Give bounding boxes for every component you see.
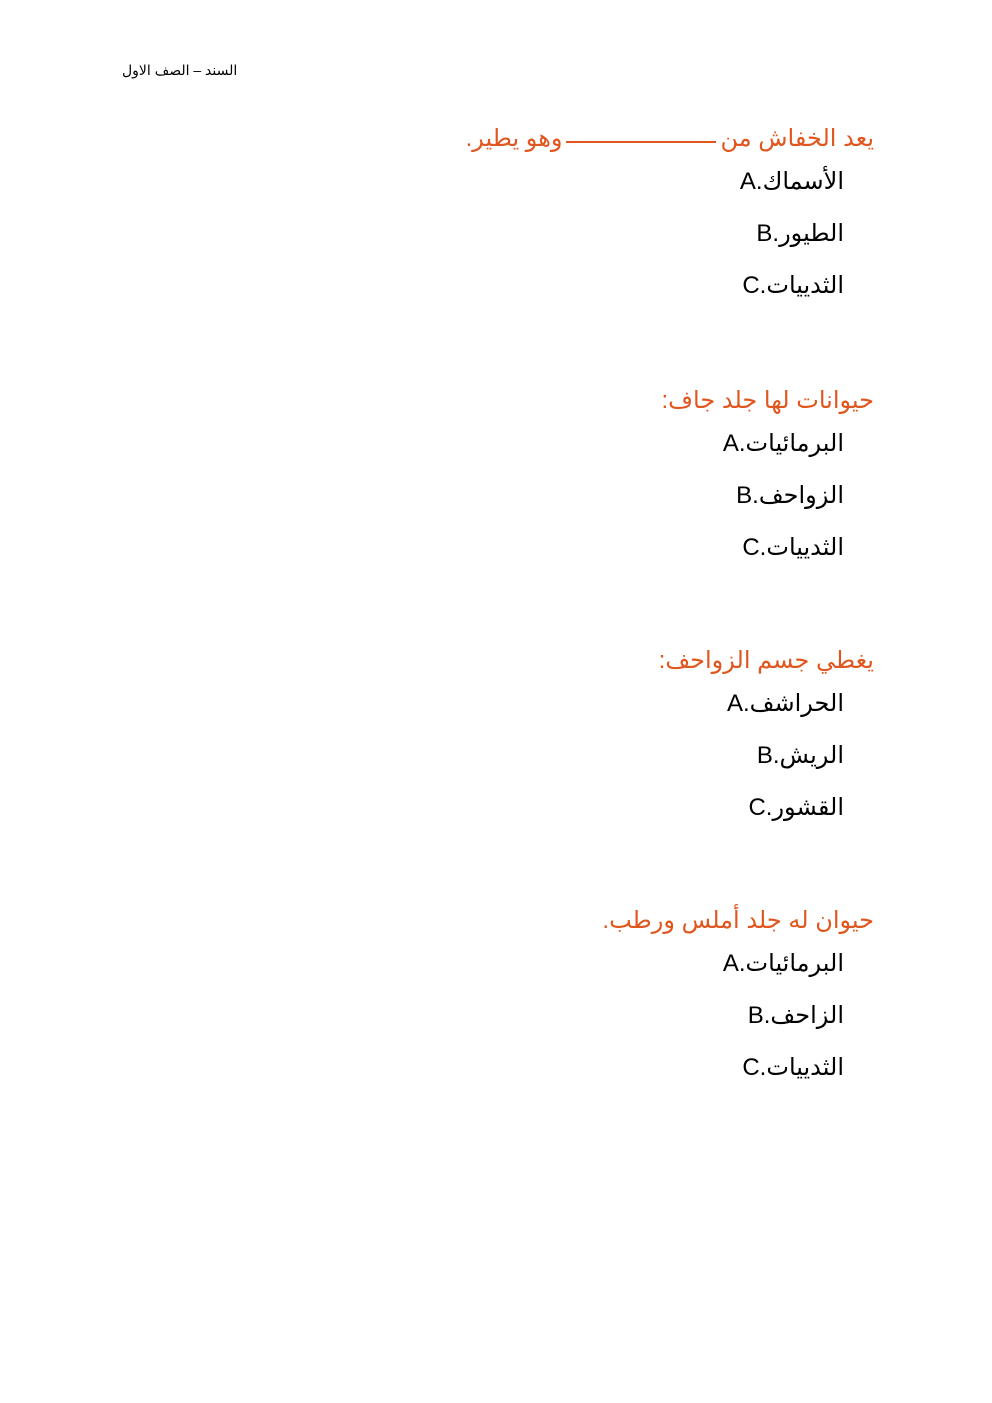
option-letter: C.	[748, 794, 773, 821]
option-letter: A.	[726, 690, 750, 717]
option-letter: B.	[747, 1002, 771, 1029]
option-text: البرمائيات	[745, 430, 844, 457]
question-4-text: حيوان له جلد أملس ورطب.	[602, 907, 874, 934]
option-text: الزواحف	[758, 482, 844, 509]
question-3-option-c[interactable]	[114, 782, 844, 834]
question-4-option-c[interactable]	[114, 1042, 844, 1094]
question-1	[114, 122, 874, 312]
question-1-option-a[interactable]	[114, 156, 844, 208]
option-letter: A.	[722, 950, 746, 977]
option-text: الثدييات	[766, 1054, 844, 1081]
option-text: الأسماك	[762, 168, 844, 195]
question-2-options	[114, 418, 874, 574]
option-letter: C.	[742, 534, 767, 561]
question-3-option-b[interactable]	[114, 730, 844, 782]
question-2	[114, 384, 874, 574]
option-text: الثدييات	[766, 272, 844, 299]
question-3-option-a[interactable]	[114, 678, 844, 730]
option-text: الزاحف	[770, 1002, 844, 1029]
option-text: البرمائيات	[745, 950, 844, 977]
option-text: الحراشف	[749, 690, 844, 717]
option-text: الثدييات	[766, 534, 844, 561]
option-text: القشور	[772, 794, 844, 821]
question-2-option-c[interactable]	[114, 522, 844, 574]
page-header: السند – الصف الاول	[122, 62, 238, 78]
question-1-option-b[interactable]	[114, 208, 844, 260]
option-letter: A.	[722, 430, 746, 457]
question-1-blank	[566, 141, 716, 143]
question-4-option-a[interactable]	[114, 938, 844, 990]
option-letter: B.	[756, 220, 780, 247]
question-1-option-c[interactable]	[114, 260, 844, 312]
question-3-text: يغطي جسم الزواحف:	[658, 647, 874, 674]
option-letter: C.	[742, 272, 767, 299]
question-3-options	[114, 678, 874, 834]
option-letter: B.	[736, 482, 759, 509]
option-text: الريش	[779, 742, 844, 769]
option-letter: C.	[742, 1054, 767, 1081]
question-1-text	[114, 122, 874, 156]
question-4-options	[114, 938, 874, 1094]
question-4-option-b[interactable]	[114, 990, 844, 1042]
question-1-text-before: يعد الخفاش من	[720, 125, 874, 152]
question-1-text-after: وهو يطير.	[465, 125, 563, 152]
option-letter: A.	[739, 168, 763, 195]
option-text: الطيور	[779, 220, 844, 247]
question-2-option-a[interactable]	[114, 418, 844, 470]
question-2-option-b[interactable]	[114, 470, 844, 522]
question-2-text: حيوانات لها جلد جاف:	[661, 387, 874, 414]
question-4	[114, 904, 874, 1094]
question-1-options	[114, 156, 874, 312]
option-letter: B.	[756, 742, 780, 769]
question-3	[114, 644, 874, 834]
